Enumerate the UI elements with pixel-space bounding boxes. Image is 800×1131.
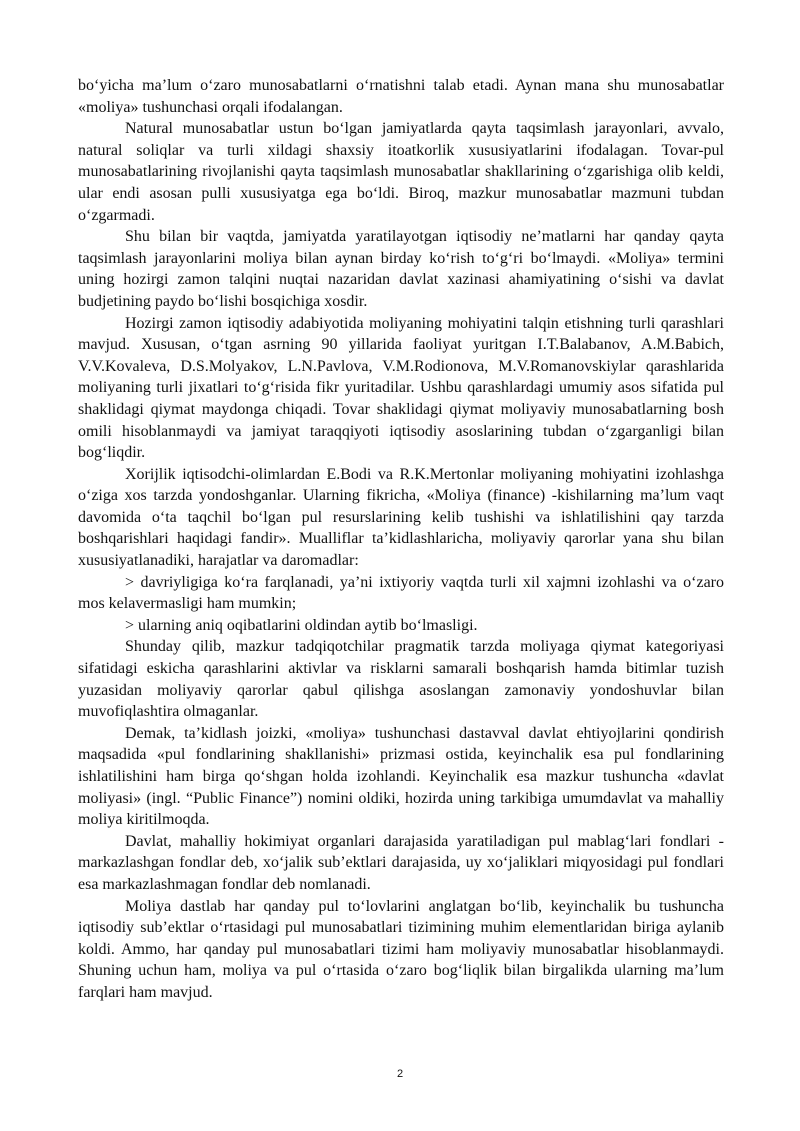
list-item: > ularning aniq oqibatlarini oldindan aytib bo‘lmasligi. (125, 616, 478, 634)
paragraph-continuation: bo‘yicha ma’lum o‘zaro munosabatlarni o‘rnatishni talab etadi. Aynan mana shu munosabatlar «moliya» tushunchasi orqali ifodalangan. (78, 77, 724, 116)
document-body (78, 75, 724, 1004)
paragraph: Moliya dastlab har qanday pul to‘lovlarini anglatgan bo‘lib, keyinchalik bu tushuncha iqtisodiy sub’ektlar o‘rtasidagi pul munosabatlari tizimining muhim elementlaridan biriga aylanib koldi. Ammo, har qanday pul munosabatlari tizimi ham moliyaviy munosabatlar hisoblanmaydi. Shuning uchun ham, moliya va pul o‘rtasida o‘zaro bog‘liqlik bilan birgalikda ularning ma’lum farqlari ham mavjud. (78, 897, 724, 1001)
paragraph: Shu bilan bir vaqtda, jamiyatda yaratilayotgan iqtisodiy ne’matlarni har qanday qayta taqsimlash jarayonlarini moliya bilan aynan birday ko‘rish to‘g‘ri bo‘lmaydi. «Moliya» termini uning hozirgi zamon talqini nuqtai nazaridan davlat xazinasi ahamiyatining o‘sishi va davlat budjetining paydo bo‘lishi bosqichiga xosdir. (78, 228, 724, 310)
page-number: 2 (396, 1068, 404, 1080)
list-item: > davriyligiga ko‘ra farqlanadi, ya’ni ixtiyoriy vaqtda turli xil xajmni izohlashi va o‘zaro mos kelavermasligi ham mumkin; (78, 573, 724, 613)
paragraph: Hozirgi zamon iqtisodiy adabiyotida moliyaning mohiyatini talqin etishning turli qarashlari mavjud. Xususan, o‘tgan asrning 90 yillarida faoliyat yuritgan I.T.Balabanov, A.M.Babich, V.V.Kovaleva, D.S.Molyakov, L.N.Pavlova, V.M.Rodionova, M.V.Romanovskiylar qarashlarida moliyaning turli jixatlari to‘g‘risida fikr yuritadilar. Ushbu qarashlardagi umumiy asos sifatida pul shaklidagi qiymat maydonga chiqadi. Tovar shaklidagi qiymat moliyaviy munosabatlarning bosh omili hisoblanmaydi va jamiyat taraqqiyoti iqtisodiy asoslarining tubdan o‘zgarganligi bilan bog‘liqdir. (78, 314, 724, 462)
paragraph: Natural munosabatlar ustun bo‘lgan jamiyatlarda qayta taqsimlash jarayonlari, avvalo, natural soliqlar va turli xildagi shaxsiy itoatkorlik xususiyatlarini ifodalagan. Tovar-pul munosabatlarining rivojlanishi qayta taqsimlash munosabatlar shakllarining o‘zgarishiga olib keldi, ular endi asosan pulli xususiyatga ega bo‘ldi. Biroq, mazkur munosabatlar mazmuni tubdan o‘zgarmadi. (78, 120, 724, 224)
paragraph: Shunday qilib, mazkur tadqiqotchilar pragmatik tarzda moliyaga qiymat kategoriyasi sifatidagi eskicha qarashlarini aktivlar va risklarni samarali boshqarish hamda bitimlar tuzish yuzasidan moliyaviy qarorlar qabul qilishga asoslangan zamonaviy yondoshuvlar bilan muvofiqlashtira olmaganlar. (78, 638, 724, 721)
paragraph: Demak, ta’kidlash joizki, «moliya» tushunchasi dastavval davlat ehtiyojlarini qondirish maqsadida «pul fondlarining shakllanishi» prizmasi ostida, keyinchalik esa pul fondlarining ishlatilishini ham birga qo‘shgan holda izohlandi. Keyinchalik esa mazkur tushuncha «davlat moliyasi» (ingl. “Public Finance”) nomini oldiki, hozirda uning tarkibiga umumdavlat va mahalliy moliya kiritilmoqda. (78, 724, 724, 829)
paragraph: Davlat, mahalliy hokimiyat organlari darajasida yaratiladigan pul mablag‘lari fondlari - markazlashgan fondlar deb, xo‘jalik sub’ektlari darajasida, uy xo‘jaliklari miqyosidagi pul fondlari esa markazlashmagan fondlar deb nomlanadi. (78, 832, 724, 893)
paragraph: Xorijlik iqtisodchi-olimlardan E.Bodi va R.K.Mertonlar moliyaning mohiyatini izohlashga o‘ziga xos tarzda yondoshganlar. Ularning fikricha, «Moliya (finance) -kishilarning ma’lum vaqt davomida o‘ta taqchil bo‘lgan pul resurslarining kelib tushishi va ishlatilishini qay tarzda boshqarishlari haqidagi fandir». Mualliflar ta’kidlashlaricha, moliyaviy qarorlar yana shu bilan xususiyatlanadiki, harajatlar va daromadlar: (78, 465, 724, 570)
